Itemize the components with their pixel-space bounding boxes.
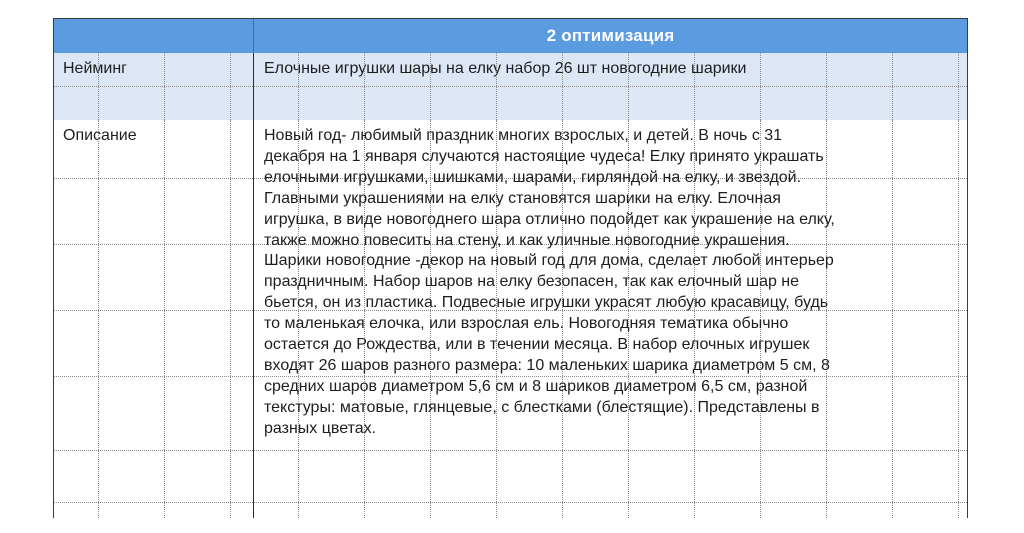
header-title-cell: [254, 19, 967, 53]
grid-dotted-line: [98, 53, 99, 120]
grid-dotted-line: [958, 53, 959, 120]
grid-dotted-line: [760, 53, 761, 120]
grid-dotted-line: [230, 53, 231, 120]
grid-dotted-line: [298, 53, 299, 120]
naming-value: Елочные игрушки шары на елку набор 26 шт новогодние шарики: [264, 60, 747, 77]
grid-dotted-line: [430, 53, 431, 120]
optimization-table: [53, 18, 968, 518]
description-label: Описание: [63, 127, 137, 144]
naming-label: Нейминг: [63, 60, 127, 77]
header-empty-cell: [54, 19, 254, 53]
grid-dotted-line: [254, 86, 967, 87]
grid-dotted-line: [98, 120, 99, 518]
grid-dotted-line: [892, 53, 893, 120]
naming-label-cell: [54, 53, 254, 120]
description-value: Новый год- любимый праздник многих взрослых, и детей. В ночь с 31 декабря на 1 января случаются настоящие чудеса! Елку принято украшать елочными игрушками, шишками, шарами, гирляндой на елку, и звездой. Главными украшениями на елку становятся шарики на елку. Елочная игрушка, в виде новогоднего шара отлично подойдет как украшение на елку, также можно повесить на стену, и как уличные новогодние украшения. Шарики новогодние -декор на новый год для дома, сделает любой интерьер праздничным. Набор шаров на елку безопасен, так как елочный шар не бьется, он из пластика. Подвесные игрушки украсят любую красавицу, будь то маленькая елочка, или взрослая ель. Новогодняя тематика обычно остается до Рождества, или в течении месяца. В набор елочных игрушек входят 26 шаров разного размера: 10 маленьких шарика диаметром 5 см, 8 средних шаров диаметром 5,6 см и 8 шариков диаметром 6,5 см, разной текстуры: матовые, глянцевые, с блестками (блестящие). Представлены в разных цветах.: [264, 127, 835, 437]
header-title: 2 оптимизация: [546, 26, 675, 45]
description-label-cell: [54, 120, 254, 518]
grid-dotted-line: [54, 310, 253, 311]
table-header-row: [54, 19, 967, 53]
description-value-cell[interactable]: [254, 120, 967, 518]
grid-dotted-line: [54, 376, 253, 377]
naming-value-cell[interactable]: [254, 53, 967, 120]
grid-dotted-line: [54, 178, 253, 179]
grid-dotted-line: [230, 120, 231, 518]
naming-row: [54, 53, 967, 120]
grid-dotted-line: [364, 53, 365, 120]
grid-dotted-line: [694, 53, 695, 120]
grid-dotted-line: [164, 53, 165, 120]
grid-dotted-line: [562, 53, 563, 120]
grid-dotted-line: [164, 120, 165, 518]
grid-dotted-line: [54, 502, 253, 503]
grid-dotted-line: [54, 450, 253, 451]
grid-dotted-line: [254, 502, 967, 503]
grid-dotted-line: [254, 450, 967, 451]
grid-dotted-line: [54, 86, 253, 87]
grid-dotted-line: [54, 244, 253, 245]
grid-dotted-line: [496, 53, 497, 120]
grid-dotted-line: [826, 53, 827, 120]
description-row: [54, 120, 967, 518]
grid-dotted-line: [628, 53, 629, 120]
